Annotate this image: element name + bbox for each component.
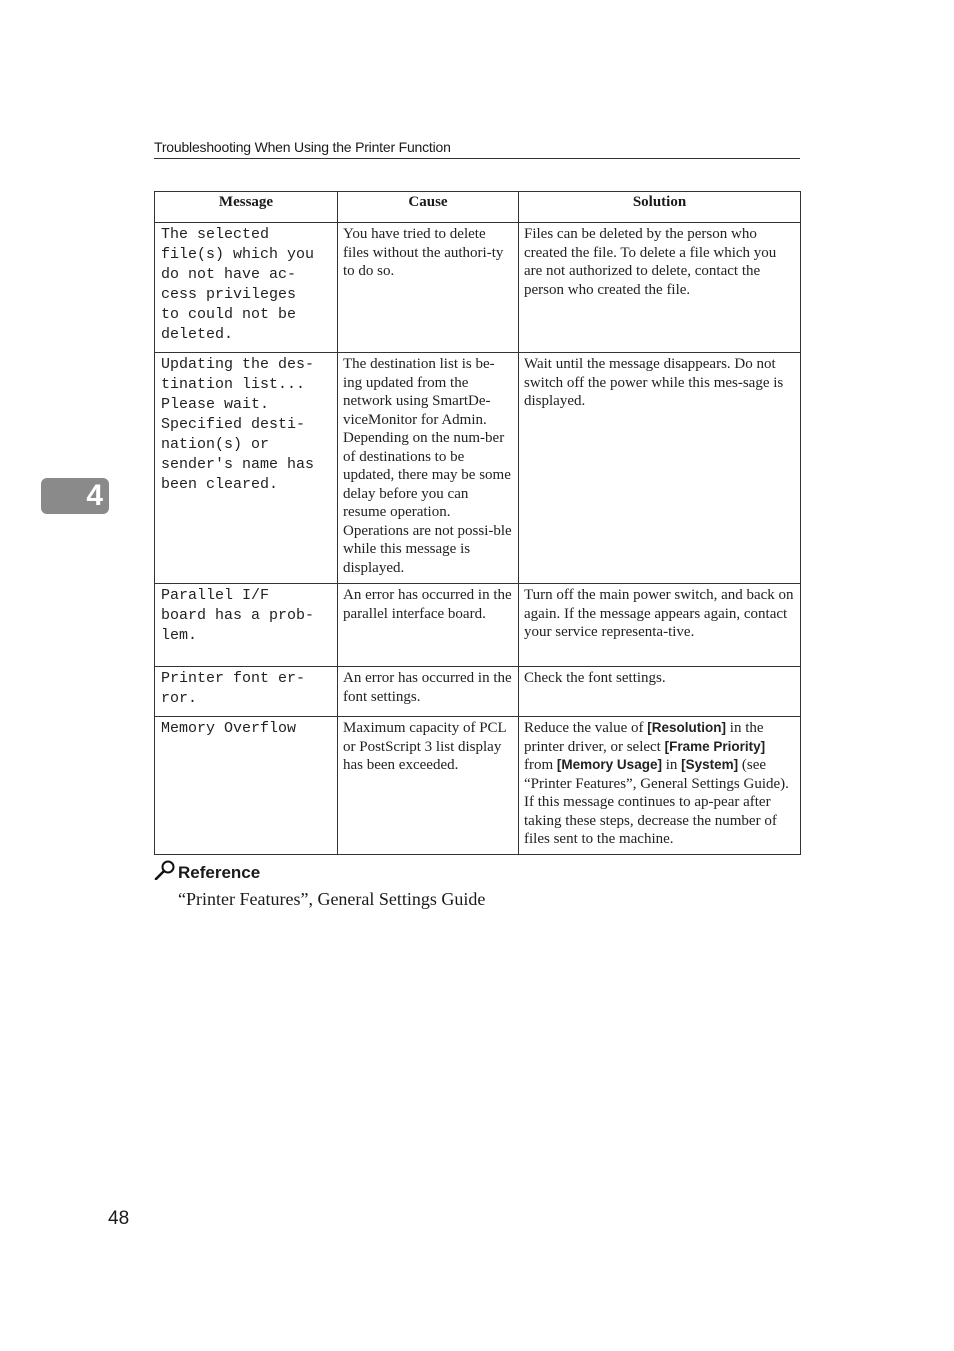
solution-text: from xyxy=(524,757,557,773)
solution-cell: Check the font settings. xyxy=(519,667,801,717)
cause-cell: An error has occurred in the font settings. xyxy=(338,667,519,717)
message-cell: Memory Overflow xyxy=(155,717,338,855)
magnifier-icon xyxy=(154,860,176,885)
message-cell: Parallel I/F board has a prob- lem. xyxy=(155,584,338,667)
table-row xyxy=(155,353,801,584)
solution-cell xyxy=(519,717,801,855)
column-header-solution: Solution xyxy=(519,192,801,223)
keyword-system: [System] xyxy=(681,757,739,772)
reference-text: “Printer Features”, General Settings Guide xyxy=(178,889,486,909)
running-header: Troubleshooting When Using the Printer Function xyxy=(154,139,800,159)
solution-text: in xyxy=(661,757,682,773)
message-cell: The selected file(s) which you do not have ac- cess privileges to could not be deleted. xyxy=(155,223,338,353)
table-row xyxy=(155,223,801,353)
cause-cell: An error has occurred in the parallel interface board. xyxy=(338,584,519,667)
solution-text: in the printer driver, or select xyxy=(524,720,764,755)
solution-cell: Wait until the message disappears. Do not switch off the power while this mes-sage is displayed. xyxy=(519,353,801,584)
reference-heading xyxy=(154,860,485,885)
cause-cell: Maximum capacity of PCL or PostScript 3 list display has been exceeded. xyxy=(338,717,519,855)
keyword-memory-usage: [Memory Usage] xyxy=(556,757,662,772)
message-cell: Updating the des- tination list... Please wait. Specified desti- nation(s) or sender's name has been cleared. xyxy=(155,353,338,584)
keyword-resolution: [Resolution] xyxy=(647,720,727,735)
reference-title: Reference xyxy=(178,862,261,882)
solution-cell: Turn off the main power switch, and back on again. If the message appears again, contact your service representa-tive. xyxy=(519,584,801,667)
table-row xyxy=(155,584,801,667)
column-header-message: Message xyxy=(155,192,338,223)
message-cell: Printer font er- ror. xyxy=(155,667,338,717)
keyword-frame-priority: [Frame Priority] xyxy=(664,738,766,754)
column-header-cause: Cause xyxy=(338,192,519,223)
message-table xyxy=(154,191,801,855)
cause-cell: You have tried to delete files without the authori-ty to do so. xyxy=(338,223,519,353)
page-number: 48 xyxy=(108,1208,130,1229)
chapter-tab: 4 xyxy=(41,478,109,514)
solution-cell: Files can be deleted by the person who created the file. To delete a file which you are not authorized to delete, contact the person who created the file. xyxy=(519,223,801,353)
solution-text: (see “Printer Features”, General Settings Guide). If this message continues to ap-pear after taking these steps, decrease the number of files sent to the machine. xyxy=(524,757,789,847)
reference-section xyxy=(154,860,485,910)
table-header-row xyxy=(155,192,801,223)
table-row xyxy=(155,667,801,717)
solution-text: Reduce the value of xyxy=(524,720,648,736)
cause-cell: The destination list is be-ing updated from the network using SmartDe-viceMonitor for Admin. Depending on the num-ber of destinations to be updated, there may be some delay before you can resume operation. Operations are not possi-ble while this message is displayed. xyxy=(338,353,519,584)
table-row xyxy=(155,717,801,855)
